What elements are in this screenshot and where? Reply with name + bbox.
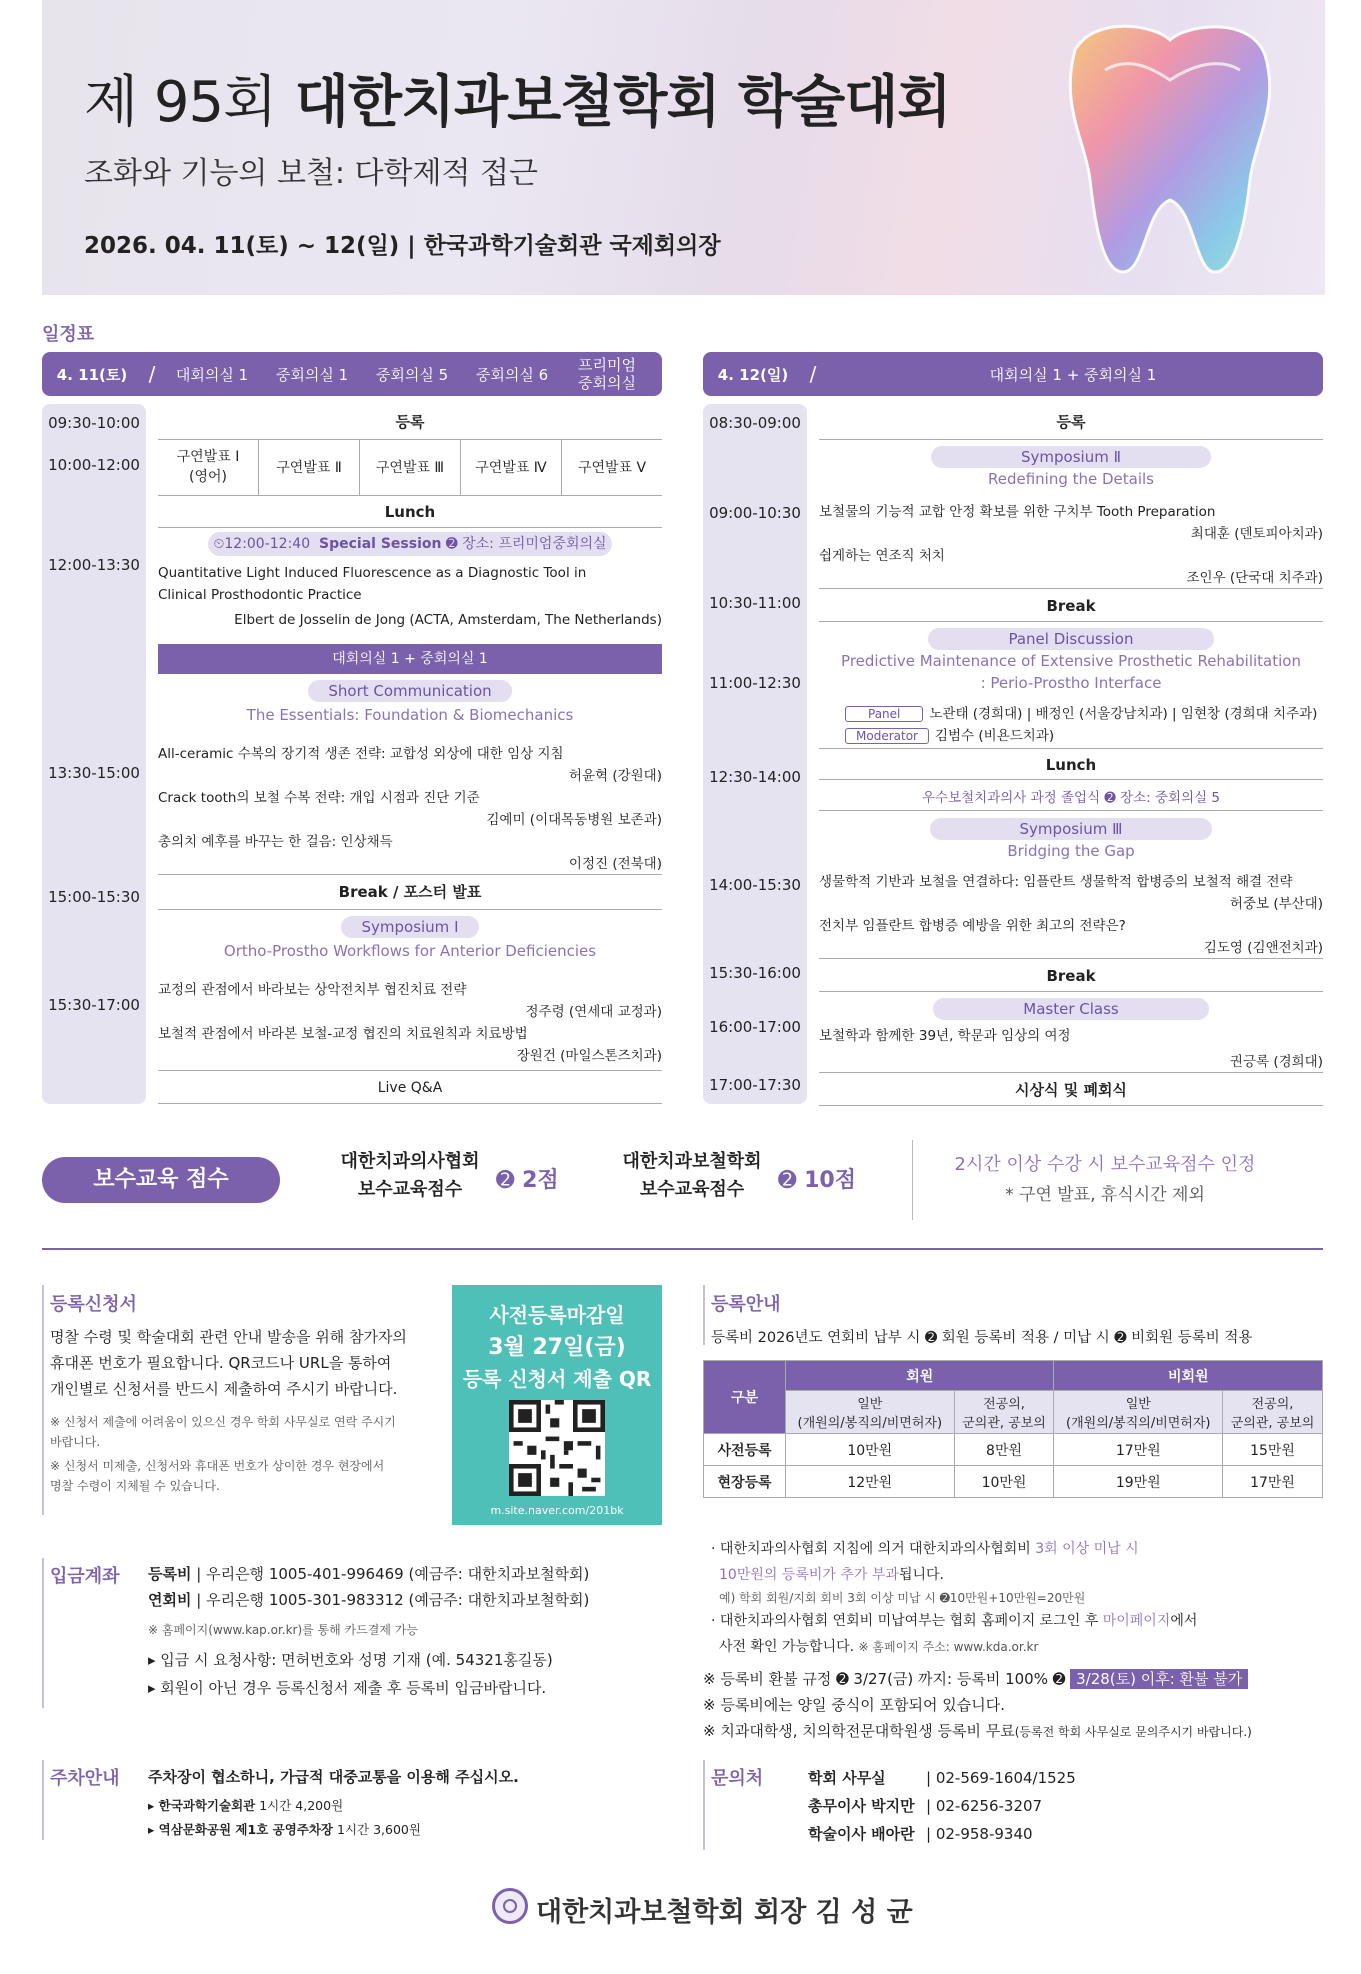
- panel-subtitle: Predictive Maintenance of Extensive Prosthetic Rehabilitation: [841, 652, 1301, 670]
- divider: [42, 1248, 1323, 1250]
- tooth-illustration: [1035, 10, 1295, 280]
- registration: 등록: [158, 404, 662, 440]
- credits-exclusion: * 구연 발표, 휴식시간 제외: [1005, 1185, 1205, 1205]
- apply-title: 등록신청서: [50, 1294, 137, 1315]
- talk-speaker: 김도영 (김앤전치과): [1203, 940, 1323, 956]
- short-communication-subtitle: The Essentials: Foundation & Biomechanics: [246, 706, 574, 724]
- qr-deadline-date: 3월 27일(금): [488, 1335, 626, 1360]
- time-slot: 15:30-17:00: [48, 996, 140, 1014]
- fee-cell: 17만원: [1223, 1466, 1323, 1498]
- panel-row: Panel 노관태 (경희대) | 배정인 (서울강남치과) | 임현창 (경희대 치주과): [845, 702, 1317, 722]
- room-header: 중회의실 1: [275, 365, 349, 384]
- qr-code-icon[interactable]: [509, 1400, 605, 1496]
- qr-url[interactable]: m.site.naver.com/201bk: [490, 1504, 624, 1517]
- special-session-tag: ⏲12:00-12:40 Special Session ➋ 장소: 프리미엄중회의실: [208, 532, 612, 556]
- fee-header-group: 구분: [704, 1361, 786, 1434]
- oral-session: 구연발표 Ⅳ: [461, 440, 562, 495]
- time-slot: 08:30-09:00: [709, 414, 801, 432]
- parking-lot: ▸ 한국과학기술회관 1시간 4,200원: [148, 1798, 344, 1813]
- time-slot: 11:00-12:30: [709, 674, 801, 692]
- apply-note: ※ 신청서 미제출, 신청서와 휴대폰 번호가 상이한 경우 현장에서 명찰 수령이 지체될 수 있습니다.: [50, 1459, 385, 1493]
- fee-subheader: 전공의, 군의관, 공보의: [954, 1391, 1054, 1434]
- talk-speaker: 이정진 (전북대): [568, 856, 662, 872]
- symposium3-subtitle: Bridging the Gap: [1007, 842, 1135, 860]
- talk-title: All-ceramic 수복의 장기적 생존 전략: 교합성 외상에 대한 임상 지침: [158, 746, 564, 762]
- symposium2-tag: Symposium Ⅱ: [931, 446, 1211, 468]
- contact-title: 문의처: [711, 1768, 764, 1789]
- day2-date: 4. 12(일): [717, 365, 789, 384]
- talk-title: 보철적 관점에서 바라본 보철-교정 협진의 치료원칙과 치료방법: [158, 1026, 528, 1042]
- refund-policy: ※ 등록비 환불 규정 ➋ 3/27(금) 까지: 등록비 100% ➋ 3/28(토) 이후: 환불 불가 ※ 등록비에는 양일 중식이 포함되어 있습니다. ※ 치과대학생, 치의학전문대학원생 등록비 무료(등록전 학회 사무실로 문의주시기 바랍니다.): [703, 1670, 1252, 1740]
- graduation-row: 우수보철치과의사 과정 졸업식 ➋ 장소: 중회의실 5: [922, 790, 1220, 806]
- talk-speaker: 조인우 (단국대 치주과): [1186, 570, 1323, 586]
- parking-lot: ▸ 역삼문화공원 제1호 공영주차장 1시간 3,600원: [148, 1822, 421, 1837]
- master-class-tag: Master Class: [933, 998, 1208, 1020]
- kda-credits-label: 대한치과의사협회 보수교육점수: [340, 1151, 480, 1200]
- symposium1-tag: Symposium Ⅰ: [341, 916, 478, 938]
- talk-speaker: 김예미 (이대목동병원 보존과): [486, 812, 662, 828]
- schedule-title: 일정표: [42, 324, 95, 345]
- fee-subheader: 전공의, 군의관, 공보의: [1223, 1391, 1323, 1434]
- room-header: 대회의실 1: [175, 365, 249, 384]
- time-slot: 15:30-16:00: [709, 964, 801, 982]
- time-slot: 10:00-12:00: [48, 456, 140, 474]
- apply-note: ※ 신청서 제출에 어려움이 있으신 경우 학회 사무실로 연락 주시기 바랍니다.: [50, 1415, 396, 1449]
- fees-rule: 등록비 2026년도 연회비 납부 시 ➋ 회원 등록비 적용 / 미납 시 ➋ 비회원 등록비 적용: [711, 1330, 1253, 1346]
- time-slot: 17:00-17:30: [709, 1076, 801, 1094]
- break-label: Break: [819, 588, 1323, 622]
- time-slot: 12:30-14:00: [709, 768, 801, 786]
- kap-credits-points: ➋ 10점: [778, 1168, 856, 1193]
- credits-note: 2시간 이상 수강 시 보수교육점수 인정: [954, 1154, 1256, 1175]
- panel-subtitle: : Perio-Prostho Interface: [980, 674, 1162, 692]
- talk-title: 총의치 예후를 바꾸는 한 걸음: 인상채득: [158, 834, 393, 850]
- talk-title: 교정의 관점에서 바라보는 상악전치부 협진치료 전략: [158, 982, 467, 998]
- panel-tag: Panel: [845, 706, 923, 722]
- symposium3-tag: Symposium Ⅲ: [930, 818, 1213, 840]
- deposit-bullet: ▸ 회원이 아닌 경우 등록신청서 제출 후 등록비 입금바랍니다.: [148, 1679, 547, 1697]
- header-banner: [42, 0, 1325, 295]
- contact-row: 총무이사 박지만 | 02-6256-3207: [808, 1797, 1043, 1815]
- kda-credits-points: ➋ 2점: [496, 1168, 559, 1193]
- talk-title: 보철학과 함께한 39년, 학문과 임상의 여정: [819, 1028, 1071, 1044]
- day1-date: 4. 11(토): [56, 365, 128, 384]
- room-header: 중회의실 6: [475, 365, 549, 384]
- special-talk-title: Quantitative Light Induced Fluorescence as a Diagnostic Tool in Clinical Prosthodontic Practice: [158, 565, 587, 603]
- talk-title: 쉽게하는 연조직 처치: [819, 548, 945, 564]
- talk-speaker: 권긍록 (경희대): [1229, 1054, 1323, 1070]
- footer-president: 대한치과보철학회 회장 김 성 균: [536, 1897, 913, 1928]
- room-header: 중회의실 5: [375, 365, 449, 384]
- deposit-title: 입금계좌: [50, 1566, 120, 1587]
- qr-caption: 등록 신청서 제출 QR: [462, 1367, 652, 1391]
- qr-deadline-label: 사전등록마감일: [489, 1303, 625, 1327]
- talk-title: Crack tooth의 보철 수복 전략: 개입 시점과 진단 기준: [158, 790, 480, 806]
- kap-credits-label: 대한치과보철학회 보수교육점수: [622, 1151, 762, 1200]
- talk-speaker: 정주령 (연세대 교정과): [525, 1004, 662, 1020]
- table-row: [704, 1466, 1323, 1498]
- society-logo-icon: [492, 1888, 528, 1924]
- talk-speaker: 허중보 (부산대): [1229, 896, 1323, 912]
- talk-title: 보철물의 기능적 교합 안정 확보를 위한 구치부 Tooth Preparation: [819, 504, 1216, 520]
- fee-subheader: 일반 (개원의/봉직의/비면허자): [786, 1391, 955, 1434]
- time-slot: 14:00-15:30: [709, 876, 801, 894]
- day1-header: 4. 11(토) / 대회의실 1 중회의실 1 중회의실 5 중회의실 6 프리미엄 중회의실: [42, 352, 662, 396]
- fee-cell: 19만원: [1054, 1466, 1223, 1498]
- time-slot: 13:30-15:00: [48, 764, 140, 782]
- deposit-note: ※ 홈페이지(www.kap.or.kr)를 통해 카드결제 가능: [148, 1623, 418, 1637]
- time-slot: 10:30-11:00: [709, 594, 801, 612]
- refund-badge: 3/28(토) 이후: 환불 불가: [1070, 1669, 1248, 1689]
- time-slot: 16:00-17:00: [709, 1018, 801, 1036]
- talk-speaker: 허윤혁 (강원대): [568, 768, 662, 784]
- day2-content: [819, 404, 1323, 1104]
- moderator-tag: Moderator: [845, 728, 929, 744]
- parking-text: 주차장이 협소하니, 가급적 대중교통을 이용해 주십시오.: [148, 1768, 519, 1786]
- table-row: [704, 1434, 1323, 1466]
- contact-row: 학술이사 배아란 | 02-958-9340: [808, 1825, 1033, 1843]
- closing-ceremony: 시상식 및 폐회식: [819, 1072, 1323, 1106]
- day1-time-column: [42, 404, 146, 1104]
- time-slot: 12:00-13:30: [48, 556, 140, 574]
- day1-content: [158, 404, 662, 1104]
- lunch-label: Lunch: [819, 748, 1323, 780]
- break-poster: Break / 포스터 발표: [158, 874, 662, 910]
- room-header: 대회의실 1 + 중회의실 1: [989, 365, 1157, 384]
- symposium1-subtitle: Ortho-Prostho Workflows for Anterior Deficiencies: [223, 942, 597, 960]
- day2-time-column: [703, 404, 807, 1104]
- qr-box[interactable]: [452, 1285, 662, 1525]
- talk-speaker: 최대훈 (덴토피아치과): [1190, 526, 1323, 542]
- fee-header-member: 회원: [786, 1361, 1054, 1391]
- event-subtitle: 조화와 기능의 보철: 다학제적 접근: [84, 156, 538, 191]
- fee-cell: 12만원: [786, 1466, 955, 1498]
- break-label: Break: [819, 958, 1323, 992]
- talk-title: 전치부 임플란트 합병증 예방을 위한 최고의 전략은?: [819, 918, 1126, 934]
- fee-table: [703, 1360, 1323, 1498]
- time-slot: 09:00-10:30: [709, 504, 801, 522]
- deposit-bullet: ▸ 입금 시 요청사항: 면허번호와 성명 기재 (예. 54321홍길동): [148, 1651, 553, 1669]
- fees-notes: · 대한치과의사협회 지침에 의거 대한치과의사협회비 3회 이상 미납 시 10만원의 등록비가 추가 부과됩니다. 예) 학회 회원/지회 회비 3회 이상 미납 시 ➋10만원+10만원=20만원 · 대한치과의사협회 연회비 미납여부는 협회 홈페이지 로그인 후 마이페이지에서 사전 확인 가능합니다. ※ 홈페이지 주소: www.kda.or.kr: [711, 1541, 1198, 1655]
- short-communication-tag: Short Communication: [308, 680, 511, 702]
- registration: 등록: [819, 404, 1323, 440]
- lunch-label: Lunch: [158, 496, 662, 528]
- day2-header: 4. 12(일) / 대회의실 1 + 중회의실 1: [703, 352, 1323, 396]
- room-header: 프리미엄 중회의실: [578, 356, 636, 392]
- fee-subheader: 일반 (개원의/봉직의/비면허자): [1054, 1391, 1223, 1434]
- fee-cell: 10만원: [786, 1434, 955, 1466]
- fee-cell: 15만원: [1223, 1434, 1323, 1466]
- talk-title: 생물학적 기반과 보철을 연결하다: 임플란트 생물학적 합병증의 보철적 해결 전략: [819, 874, 1293, 890]
- fee-row-label: 사전등록: [704, 1434, 786, 1466]
- special-speaker: Elbert de Josselin de Jong (ACTA, Amsterdam, The Netherlands): [234, 612, 662, 628]
- fee-header-nonmember: 비회원: [1054, 1361, 1323, 1391]
- contact-row: 학회 사무실 | 02-569-1604/1525: [808, 1769, 1076, 1787]
- oral-sessions: [158, 440, 662, 496]
- deposit-dues-account: 연회비 | 우리은행 1005-301-983312 (예금주: 대한치과보철학회): [148, 1591, 590, 1609]
- oral-session: 구연발표 Ⅱ: [259, 440, 360, 495]
- oral-session: 구연발표 Ⅲ: [360, 440, 461, 495]
- event-title: 제 95회 대한치과보철학회 학술대회: [84, 70, 951, 135]
- fee-cell: 10만원: [954, 1466, 1054, 1498]
- oral-session: 구연발표 Ⅰ (영어): [158, 440, 259, 495]
- moderator-row: Moderator 김범수 (비욘드치과): [845, 724, 1054, 744]
- contact-list: [808, 1764, 1076, 1848]
- time-slot: 09:30-10:00: [48, 414, 140, 432]
- event-date-venue: 2026. 04. 11(토) ~ 12(일) | 한국과학기술회관 국제회의장: [84, 233, 721, 259]
- symposium2-subtitle: Redefining the Details: [987, 470, 1155, 488]
- apply-text: 명찰 수령 및 학술대회 관련 안내 발송을 위해 참가자의 휴대폰 번호가 필요합니다. QR코드나 URL을 통하여 개인별로 신청서를 반드시 제출하여 주시기 바랍니다.: [50, 1328, 407, 1398]
- live-qa: Live Q&A: [158, 1070, 662, 1104]
- time-slot: 15:00-15:30: [48, 888, 140, 906]
- fees-title: 등록안내: [711, 1294, 781, 1315]
- oral-session: 구연발표 Ⅴ: [577, 460, 647, 476]
- fee-cell: 17만원: [1054, 1434, 1223, 1466]
- panel-discussion-tag: Panel Discussion: [928, 628, 1213, 650]
- talk-speaker: 장원건 (마일스톤즈치과): [516, 1048, 662, 1064]
- fee-row-label: 현장등록: [704, 1466, 786, 1498]
- deposit-reg-account: 등록비 | 우리은행 1005-401-996469 (예금주: 대한치과보철학회): [148, 1565, 590, 1583]
- parking-title: 주차안내: [50, 1768, 120, 1789]
- merged-room-bar: 대회의실 1 + 중회의실 1: [158, 644, 662, 674]
- fee-cell: 8만원: [954, 1434, 1054, 1466]
- credits-label: 보수교육 점수: [42, 1157, 280, 1203]
